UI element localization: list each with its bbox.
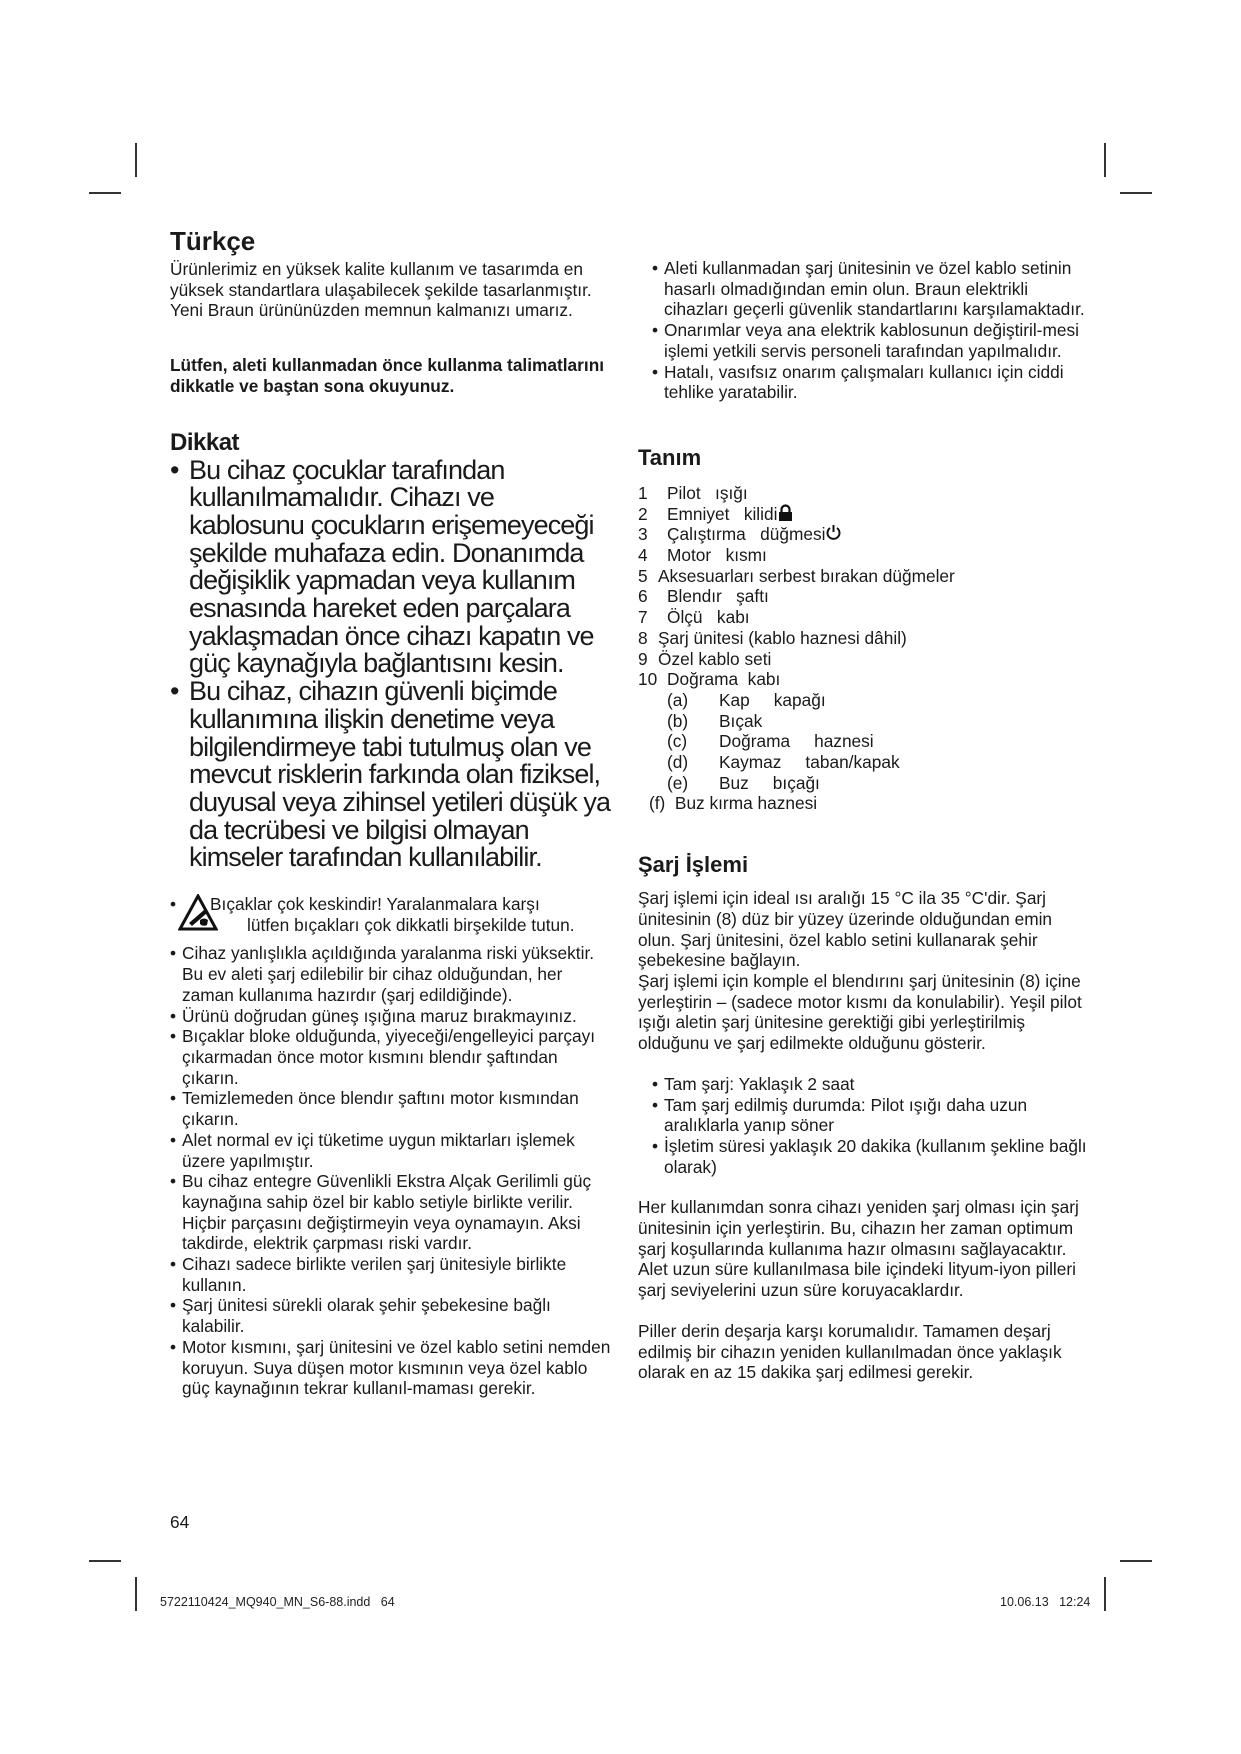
- intro-paragraph: Ürünlerimiz en yüksek kalite kullanım ve tasarımda en yüksek standartlara ulaşabilecek şekilde tasarlanmıştır. Yeni Braun ürününüzden memnun kalmanızı umarız.: [170, 259, 592, 321]
- tanim-list: [638, 483, 1090, 814]
- list-item: 2 Emniyet kilidi: [638, 504, 1090, 525]
- blade-warning-icon: [178, 894, 218, 932]
- list-item: 4 Motor kısmı: [638, 545, 767, 566]
- top-bullet-list: [638, 258, 1090, 403]
- list-item: 1 Pilot ışığı: [638, 482, 748, 503]
- list-item: 9 Özel kablo seti: [638, 648, 772, 669]
- warning-item: • Ürünü doğrudan güneş ışığına maruz bırakmayınız.: [170, 1006, 615, 1027]
- safety-item: • Onarımlar veya ana elektrik kablosunun değiştiril-mesi işlemi yetkili servis personeli tarafından yapılmalıdır.: [652, 320, 1090, 361]
- crop-mark: [1120, 192, 1152, 194]
- warning-item: • Şarj ünitesi sürekli olarak şehir şebekesine bağlı kalabilir.: [170, 1295, 615, 1336]
- sarj-bullet: • Tam şarj edilmiş durumda: Pilot ışığı daha uzun aralıklarla yanıp söner: [652, 1095, 1090, 1136]
- warning-item: • Alet normal ev içi tüketime uygun miktarları işlemek üzere yapılmıştır.: [170, 1130, 615, 1171]
- list-item: 6 Blendır şaftı: [638, 586, 769, 607]
- power-icon: [825, 524, 842, 541]
- big-warning-item: • Bu cihaz çocuklar tarafından kullanılmamalıdır. Cihazı ve kablosunu çocukların erişemeyeceği şekilde muhafaza edin. Donanımda değişiklik yapmadan veya kullanım esnasında hareket eden parçalara yaklaşmadan önce cihazı kapatın ve güç kaynağıyla bağlantısını kesin.: [170, 457, 615, 679]
- crop-mark: [135, 1577, 137, 1611]
- big-warning-list: [170, 454, 615, 873]
- warning-item: • Temizlemeden önce blendır şaftını motor kısmından çıkarın.: [170, 1088, 615, 1129]
- sarj-paragraph: Piller derin deşarja karşı korumalıdır. Tamamen deşarj edilmiş bir cihazın yeniden kullanılmadan önce yaklaşık olarak en az 15 dakika şarj edilmesi gerekir.: [638, 1320, 1062, 1383]
- safety-item: • Aleti kullanmadan şarj ünitesinin ve özel kablo setinin hasarlı olmadığından emin olun. Braun elektrikli cihazları geçerli güvenlik standartlarını karşılamaktadır.: [652, 258, 1090, 320]
- right-column: [638, 258, 1090, 1383]
- sarj-heading: Şarj İşlemi: [638, 852, 749, 878]
- list-item: 5 Aksesuarları serbest bırakan düğmeler: [638, 565, 955, 586]
- footer-datetime: 10.06.13 12:24: [1000, 1595, 1091, 1609]
- crop-mark: [1104, 143, 1106, 177]
- warning-item: • Cihaz yanlışlıkla açıldığında yaralanma riski yüksektir. Bu ev aleti şarj edilebilir bir cihaz olduğundan, her zaman kullanıma hazırdır (şarj edildiğinde).: [170, 943, 615, 1005]
- list-subitem: (a) Kap kapağı: [667, 689, 826, 710]
- list-subitem: (d) Kaymaz taban/kapak: [667, 752, 900, 773]
- big-warning-item: • Bu cihaz, cihazın güvenli biçimde kullanımına ilişkin denetime veya bilgilendirmeye tabi tutulmuş olan ve mevcut risklerin farkında olan fiziksel, duyusal veya zihinsel yetileri düşük ya da tecrübesi ve bilgisi olmayan kimseler tarafından kullanılabilir.: [170, 678, 615, 872]
- crop-mark: [89, 192, 121, 194]
- blade-warning: • Bıçaklar çok keskindir! Yaralanmalara karşı lütfen bıçakları çok dikkatli birşekilde tutun.: [170, 894, 615, 935]
- sarj-bullet: • Tam şarj: Yaklaşık 2 saat: [652, 1074, 1090, 1095]
- warning-item: • Cihazı sadece birlikte verilen şarj ünitesiyle birlikte kullanın.: [170, 1254, 615, 1295]
- lock-icon: [777, 504, 794, 521]
- page-title: Türkçe: [170, 226, 256, 256]
- read-instructions-note: Lütfen, aleti kullanmadan önce kullanma talimatlarını dikkatle ve baştan sona okuyunuz.: [170, 355, 605, 396]
- warning-item: • Bıçaklar bloke olduğunda, yiyeceği/engelleyici parçayı çıkarmadan önce motor kısmını blendır şaftından çıkarın.: [170, 1026, 615, 1088]
- crop-mark: [135, 143, 137, 177]
- warning-item: • Motor kısmını, şarj ünitesini ve özel kablo setini nemden koruyun. Suya düşen motor kısmının veya özel kablo güç kaynağının tekrar kullanıl-maması gerekir.: [170, 1337, 615, 1399]
- list-item: 3 Çalıştırma düğmesi: [638, 524, 1090, 545]
- list-item: 10 Doğrama kabı: [638, 669, 781, 690]
- sarj-paragraph: Şarj işlemi için komple el blendırını şarj ünitesinin (8) içine yerleştirin – (sadece motor kısmı da konulabilir). Yeşil pilot ışığı aletin şarj ünitesine gerektiği gibi yerleştirilmiş olduğunu ve şarj edilmekte olduğunu gösterir.: [638, 970, 1082, 1054]
- page-number: 64: [170, 1512, 190, 1532]
- footer-file-info: 5722110424_MQ940_MN_S6-88.indd 64: [160, 1595, 395, 1609]
- crop-mark: [1120, 1560, 1152, 1562]
- left-column: [170, 226, 615, 1399]
- crop-mark: [1104, 1577, 1106, 1611]
- list-subitem: (c) Doğrama haznesi: [667, 731, 874, 752]
- blade-warning-line1: Bıçaklar çok keskindir! Yaralanmalara karşı: [210, 894, 540, 915]
- crop-mark: [89, 1560, 121, 1562]
- dikkat-heading: Dikkat: [170, 428, 240, 456]
- sarj-paragraph: Şarj işlemi için ideal ısı aralığı 15 °C ila 35 °C'dir. Şarj ünitesinin (8) düz bir yüzey üzerinde olduğundan emin olun. Şarj ünitesini, özel kablo setini kullanarak şehir şebekesine bağlayın.: [638, 888, 1053, 971]
- sarj-bullet-list: [638, 1074, 1090, 1178]
- sarj-bullet: • İşletim süresi yaklaşık 20 dakika (kullanım şekline bağlı olarak): [652, 1136, 1090, 1177]
- list-subitem: (b) Bıçak: [667, 710, 763, 731]
- list-subitem: (f) Buz kırma haznesi: [649, 793, 818, 814]
- list-subitem: (e) Buz bıçağı: [667, 772, 820, 793]
- warning-item: • Bu cihaz entegre Güvenlikli Ekstra Alçak Gerilimli güç kaynağına sahip özel bir kablo setiyle birlikte verilir. Hiçbir parçasını değiştirmeyin veya oynamayın. Aksi takdirde, elektrik çarpması riski vardır.: [170, 1171, 615, 1254]
- warning-list: [170, 943, 615, 1398]
- sarj-paragraph: Her kullanımdan sonra cihazı yeniden şarj olması için şarj ünitesinin için yerleştirin. Bu, cihazın her zaman optimum şarj koşullarında kullanıma hazır olmasını sağlayacaktır. Alet uzun süre kullanılmasa bile içindeki lityum-iyon pilleri şarj seviyelerini uzun süre koruyacaklardır.: [638, 1197, 1079, 1301]
- list-item: 7 Ölçü kabı: [638, 607, 750, 628]
- tanim-heading: Tanım: [638, 444, 702, 470]
- list-item: 8 Şarj ünitesi (kablo haznesi dâhil): [638, 627, 907, 648]
- blade-warning-line2: lütfen bıçakları çok dikkatli birşekilde tutun.: [247, 914, 575, 935]
- safety-item: • Hatalı, vasıfsız onarım çalışmaları kullanıcı için ciddi tehlike yaratabilir.: [652, 362, 1090, 403]
